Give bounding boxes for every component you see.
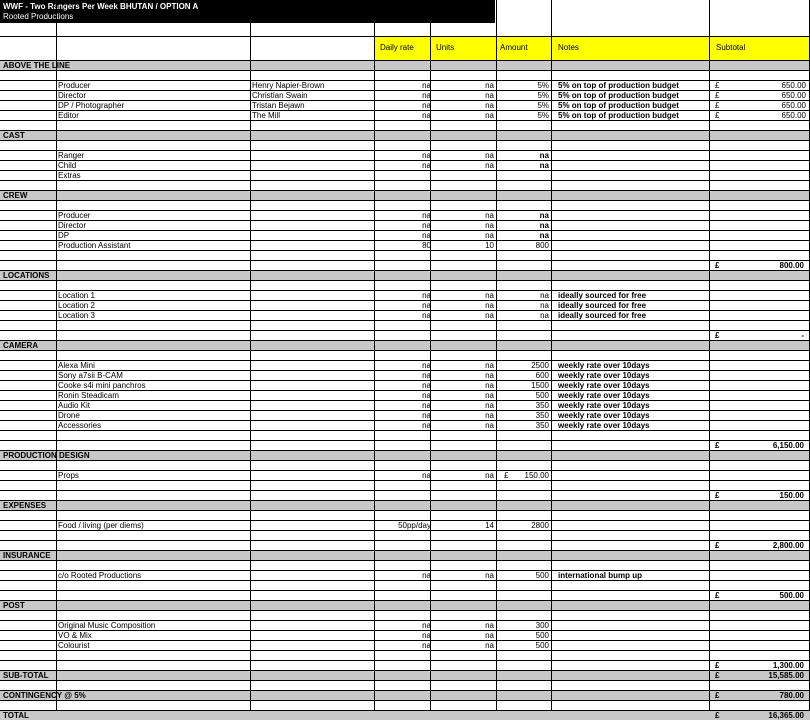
- item-name: Alexa Mini: [58, 361, 95, 370]
- amount: 500: [535, 641, 549, 650]
- item-name: Audio Kit: [58, 401, 91, 410]
- section-header-row: [0, 60, 810, 70]
- item-name: Original Music Composition: [58, 621, 156, 630]
- daily-rate: na: [422, 571, 431, 580]
- summary-row: [0, 690, 810, 700]
- amount: 350: [535, 411, 549, 420]
- section-title: PRODUCTION DESIGN: [3, 451, 90, 460]
- section-title: INSURANCE: [3, 551, 51, 560]
- amount: 2800: [531, 521, 549, 530]
- spacer-row: [0, 320, 810, 330]
- units: na: [485, 571, 494, 580]
- header-daily-rate: Daily rate: [380, 43, 414, 52]
- amount: 1500: [531, 381, 549, 390]
- units: na: [485, 211, 494, 220]
- units: na: [485, 231, 494, 240]
- daily-rate: na: [422, 471, 431, 480]
- units: na: [485, 361, 494, 370]
- amount: 600: [535, 371, 549, 380]
- amount: na: [539, 151, 549, 160]
- section-header-row: [0, 340, 810, 350]
- item-name: Ronin Steadicam: [58, 391, 119, 400]
- daily-rate: na: [422, 391, 431, 400]
- notes: 5% on top of production budget: [558, 111, 679, 120]
- units: na: [485, 81, 494, 90]
- notes: weekly rate over 10days: [558, 371, 650, 380]
- section-title: CREW: [3, 191, 28, 200]
- section-total-currency: £: [715, 331, 720, 340]
- line-item-row: [0, 100, 810, 110]
- summary-value: 15,585.00: [768, 671, 804, 680]
- amount: 800: [535, 241, 549, 250]
- item-name: Location 1: [58, 291, 95, 300]
- line-item-row: [0, 620, 810, 630]
- item-name: Producer: [58, 81, 91, 90]
- header-subtotal: Subtotal: [716, 43, 746, 52]
- line-item-row: [0, 410, 810, 420]
- item-name: DP / Photographer: [58, 101, 125, 110]
- spacer-row: [0, 250, 810, 260]
- units: na: [485, 621, 494, 630]
- units: na: [485, 291, 494, 300]
- item-name: Editor: [58, 111, 79, 120]
- subtotal-currency: £: [715, 101, 720, 110]
- spacer-row: [0, 700, 810, 710]
- units: na: [485, 151, 494, 160]
- section-title: CAST: [3, 131, 25, 140]
- line-item-row: [0, 210, 810, 220]
- line-item-row: [0, 110, 810, 120]
- spacer-row: [0, 510, 810, 520]
- units: na: [485, 421, 494, 430]
- subtotal-currency: £: [715, 91, 720, 100]
- spacer-row: [0, 180, 810, 190]
- line-item-row: [0, 170, 810, 180]
- daily-rate: na: [422, 291, 431, 300]
- daily-rate: na: [422, 371, 431, 380]
- spacer-row: [0, 680, 810, 690]
- units: na: [485, 401, 494, 410]
- line-item-row: [0, 230, 810, 240]
- amount: na: [539, 211, 549, 220]
- item-name: Child: [58, 161, 77, 170]
- notes: weekly rate over 10days: [558, 401, 650, 410]
- section-header-row: [0, 500, 810, 510]
- section-total-row: [0, 540, 810, 550]
- section-total-row: [0, 660, 810, 670]
- notes: weekly rate over 10days: [558, 421, 650, 430]
- daily-rate: 50pp/day: [398, 521, 431, 530]
- section-total-row: [0, 490, 810, 500]
- section-total-row: [0, 440, 810, 450]
- amount: 350: [535, 401, 549, 410]
- item-name: Food / living (per diems): [58, 521, 144, 530]
- amount: 5%: [537, 91, 549, 100]
- daily-rate: na: [422, 361, 431, 370]
- daily-rate: na: [422, 421, 431, 430]
- person-name: Henry Napier-Brown: [252, 81, 325, 90]
- item-name: Cooke s4i mini panchros: [58, 381, 146, 390]
- amount: 2500: [531, 361, 549, 370]
- section-title: LOCATIONS: [3, 271, 50, 280]
- amount: 5%: [537, 81, 549, 90]
- person-name: Tristan Bejawn: [252, 101, 305, 110]
- spacer-row: [0, 530, 810, 540]
- summary-value: 16,365.00: [768, 711, 804, 720]
- amount: na: [539, 161, 549, 170]
- section-title: CAMERA: [3, 341, 39, 350]
- units: na: [485, 221, 494, 230]
- spacer-row: [0, 650, 810, 660]
- section-total: 2,800.00: [772, 541, 804, 550]
- subtotal-value: 650.00: [781, 81, 806, 90]
- item-name: Producer: [58, 211, 91, 220]
- item-name: Production Assistant: [58, 241, 131, 250]
- line-item-row: [0, 360, 810, 370]
- units: na: [485, 311, 494, 320]
- item-name: DP: [58, 231, 70, 240]
- summary-row: [0, 710, 810, 720]
- amount: 150.00: [524, 471, 549, 480]
- notes: 5% on top of production budget: [558, 81, 679, 90]
- line-item-row: [0, 470, 810, 480]
- item-name: c/o Rooted Productions: [58, 571, 142, 580]
- line-item-row: [0, 370, 810, 380]
- subtotal-value: 650.00: [781, 111, 806, 120]
- header-units: Units: [436, 43, 455, 52]
- section-header-row: [0, 270, 810, 280]
- section-title: EXPENSES: [3, 501, 47, 510]
- item-name: Extras: [58, 171, 81, 180]
- daily-rate: na: [422, 151, 431, 160]
- item-name: Location 3: [58, 311, 95, 320]
- item-name: Props: [58, 471, 79, 480]
- section-title: POST: [3, 601, 25, 610]
- units: na: [485, 641, 494, 650]
- notes: ideally sourced for free: [558, 291, 647, 300]
- amount: 500: [535, 631, 549, 640]
- summary-row: [0, 670, 810, 680]
- notes: 5% on top of production budget: [558, 101, 679, 110]
- units: na: [485, 161, 494, 170]
- line-item-row: [0, 640, 810, 650]
- subtotal-currency: £: [715, 81, 720, 90]
- spacer-row: [0, 140, 810, 150]
- notes: weekly rate over 10days: [558, 391, 650, 400]
- item-name: Colourist: [58, 641, 90, 650]
- spacer-row: [0, 580, 810, 590]
- spacer-row: [0, 200, 810, 210]
- units: na: [485, 381, 494, 390]
- daily-rate: na: [422, 211, 431, 220]
- daily-rate: na: [422, 231, 431, 240]
- units: na: [485, 391, 494, 400]
- daily-rate: na: [422, 91, 431, 100]
- section-total: 500.00: [779, 591, 804, 600]
- header-row: [0, 36, 810, 60]
- item-name: VO & Mix: [58, 631, 92, 640]
- daily-rate: na: [422, 381, 431, 390]
- notes: weekly rate over 10days: [558, 411, 650, 420]
- section-header-row: [0, 550, 810, 560]
- subtotal-value: 650.00: [781, 91, 806, 100]
- person-name: The Mill: [252, 111, 281, 120]
- section-total: 800.00: [779, 261, 804, 270]
- units: na: [485, 471, 494, 480]
- summary-currency: £: [715, 691, 720, 700]
- spacer-row: [0, 70, 810, 80]
- line-item-row: [0, 420, 810, 430]
- summary-label: TOTAL: [3, 711, 29, 720]
- units: 10: [485, 241, 494, 250]
- units: na: [485, 371, 494, 380]
- person-name: Christian Swain: [252, 91, 308, 100]
- line-item-row: [0, 290, 810, 300]
- title-block: [0, 0, 495, 23]
- line-item-row: [0, 630, 810, 640]
- subtotal-currency: £: [715, 111, 720, 120]
- item-name: Location 2: [58, 301, 95, 310]
- summary-currency: £: [715, 711, 720, 720]
- amount: na: [539, 231, 549, 240]
- section-header-row: [0, 450, 810, 460]
- amount: na: [540, 301, 549, 310]
- notes: weekly rate over 10days: [558, 381, 650, 390]
- units: na: [485, 631, 494, 640]
- amount: 5%: [537, 101, 549, 110]
- daily-rate: na: [422, 411, 431, 420]
- spacer-row: [0, 350, 810, 360]
- line-item-row: [0, 240, 810, 250]
- spacer-row: [0, 610, 810, 620]
- section-total-row: [0, 330, 810, 340]
- section-total: 1,300.00: [772, 661, 804, 670]
- amount: 500: [535, 571, 549, 580]
- spacer-row: [0, 460, 810, 470]
- section-total-currency: £: [715, 541, 720, 550]
- amount: 350: [535, 421, 549, 430]
- units: na: [485, 111, 494, 120]
- item-name: Accessories: [58, 421, 102, 430]
- amount-currency: £: [504, 471, 509, 480]
- spacer-row: [0, 560, 810, 570]
- units: na: [485, 411, 494, 420]
- notes: ideally sourced for free: [558, 311, 647, 320]
- spacer-row: [0, 480, 810, 490]
- item-name: Drone: [58, 411, 80, 420]
- summary-value: 780.00: [779, 691, 804, 700]
- item-name: Sony a7sii B-CAM: [58, 371, 123, 380]
- daily-rate: 80: [422, 241, 431, 250]
- amount: 500: [535, 391, 549, 400]
- summary-currency: £: [715, 671, 720, 680]
- item-name: Ranger: [58, 151, 85, 160]
- spacer-row: [0, 280, 810, 290]
- daily-rate: na: [422, 101, 431, 110]
- section-title: ABOVE THE LINE: [3, 61, 71, 70]
- amount: 300: [535, 621, 549, 630]
- section-header-row: [0, 130, 810, 140]
- header-notes: Notes: [558, 43, 579, 52]
- units: 14: [485, 521, 494, 530]
- sheet-title: WWF - Two Rangers Per Week BHUTAN / OPTION A: [3, 2, 199, 11]
- item-name: Director: [58, 221, 87, 230]
- line-item-row: [0, 380, 810, 390]
- line-item-row: [0, 90, 810, 100]
- notes: 5% on top of production budget: [558, 91, 679, 100]
- line-item-row: [0, 390, 810, 400]
- daily-rate: na: [422, 401, 431, 410]
- line-item-row: [0, 310, 810, 320]
- summary-label: CONTINGENCY @ 5%: [3, 691, 86, 700]
- section-total-row: [0, 260, 810, 270]
- units: na: [485, 101, 494, 110]
- section-total-currency: £: [715, 491, 720, 500]
- spacer-row: [0, 430, 810, 440]
- daily-rate: na: [422, 311, 431, 320]
- line-item-row: [0, 400, 810, 410]
- line-item-row: [0, 160, 810, 170]
- daily-rate: na: [422, 111, 431, 120]
- amount: 5%: [537, 111, 549, 120]
- amount: na: [539, 221, 549, 230]
- spacer-row: [0, 120, 810, 130]
- amount: na: [540, 291, 549, 300]
- header-amount: Amount: [500, 43, 528, 52]
- section-total: -: [801, 331, 804, 340]
- daily-rate: na: [422, 81, 431, 90]
- section-total-currency: £: [715, 261, 720, 270]
- line-item-row: [0, 220, 810, 230]
- section-total: 150.00: [779, 491, 804, 500]
- daily-rate: na: [422, 621, 431, 630]
- sheet-subtitle: Rooted Productions: [3, 12, 74, 21]
- section-total-row: [0, 590, 810, 600]
- daily-rate: na: [422, 221, 431, 230]
- daily-rate: na: [422, 301, 431, 310]
- line-item-row: [0, 520, 810, 530]
- line-item-row: [0, 300, 810, 310]
- notes: ideally sourced for free: [558, 301, 647, 310]
- daily-rate: na: [422, 631, 431, 640]
- section-total-currency: £: [715, 661, 720, 670]
- daily-rate: na: [422, 641, 431, 650]
- subtotal-value: 650.00: [781, 101, 806, 110]
- notes: international bump up: [558, 571, 642, 580]
- units: na: [485, 91, 494, 100]
- section-header-row: [0, 600, 810, 610]
- section-header-row: [0, 190, 810, 200]
- summary-label: SUB-TOTAL: [3, 671, 49, 680]
- section-total-currency: £: [715, 441, 720, 450]
- notes: weekly rate over 10days: [558, 361, 650, 370]
- line-item-row: [0, 570, 810, 580]
- amount: na: [540, 311, 549, 320]
- section-total: 6,150.00: [772, 441, 804, 450]
- daily-rate: na: [422, 161, 431, 170]
- line-item-row: [0, 80, 810, 90]
- units: na: [485, 301, 494, 310]
- line-item-row: [0, 150, 810, 160]
- section-total-currency: £: [715, 591, 720, 600]
- item-name: Director: [58, 91, 87, 100]
